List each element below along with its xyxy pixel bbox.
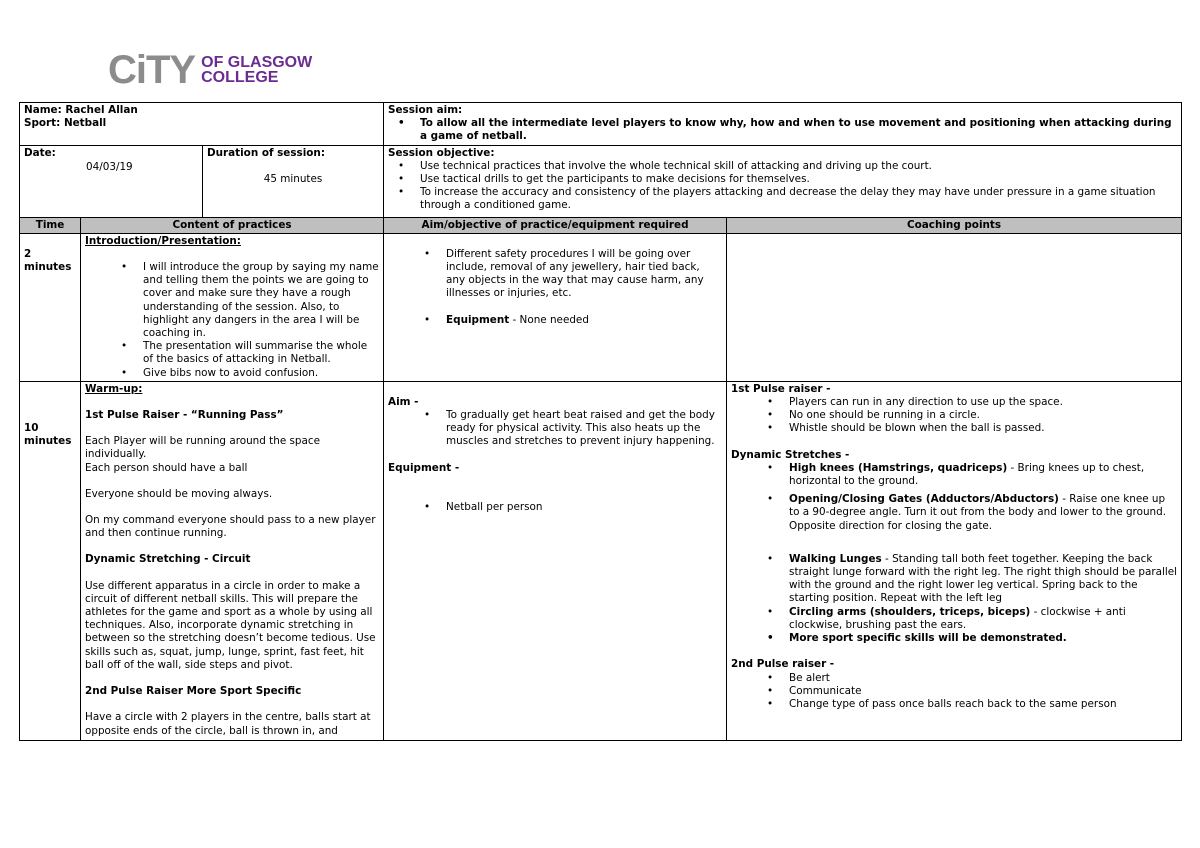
pulse-raiser-1-title: 1st Pulse Raiser - “Running Pass” xyxy=(85,409,284,422)
col-header-time: Time xyxy=(20,217,81,233)
pulse-raiser-2-title: 2nd Pulse Raiser More Sport Specific xyxy=(85,685,302,698)
cp-pulse2-item: • Communicate xyxy=(789,685,1177,698)
date-label: Date: xyxy=(24,146,56,159)
intro-row xyxy=(20,233,1182,381)
date-cell xyxy=(20,145,203,217)
objective-item: • Use tactical drills to get the participants to make decisions for themselves. xyxy=(420,173,1177,186)
cp-arms-text: - clockwise + anti clockwise, brushing past the ears. xyxy=(789,605,1126,631)
cp-dynamic-item xyxy=(789,553,1177,606)
warmup-time-cell xyxy=(20,381,81,740)
cp-pulse1-item: • No one should be running in a circle. xyxy=(789,409,1177,422)
warmup-heading: Warm-up: xyxy=(85,382,143,395)
intro-time-number: 2 xyxy=(24,247,32,260)
duration-value: 45 minutes xyxy=(263,172,323,185)
college-logo xyxy=(108,48,313,92)
intro-equipment-label: Equipment xyxy=(446,313,510,326)
logo-subtext xyxy=(201,55,312,85)
logo-line2: COLLEGE xyxy=(201,69,279,86)
warmup-equipment-item: • Netball per person xyxy=(446,501,722,514)
name-value: Rachel Allan xyxy=(65,104,138,116)
cp-pulse2-item: • Be alert xyxy=(789,672,1177,685)
objective-item: • Use technical practices that involve the whole technical skill of attacking and driving up the court. xyxy=(420,160,1177,173)
cp-dynamic-item xyxy=(789,493,1177,533)
session-aim-label: Session aim: xyxy=(388,104,463,116)
warmup-text: Have a circle with 2 players in the centre, balls start at opposite ends of the circle, ball is thrown in, and xyxy=(85,711,371,737)
cp-arms-bold: Circling arms (shoulders, triceps, biceps) xyxy=(789,605,1031,618)
cp-pulse1-item: • Whistle should be blown when the ball is passed. xyxy=(789,422,1177,435)
col-header-content: Content of practices xyxy=(81,217,384,233)
warmup-aim-bullet: • To gradually get heart beat raised and get the body ready for physical activity. This also heats up the muscles and stretches to prevent injury happening. xyxy=(446,409,722,449)
cp-dynamic-item xyxy=(789,462,1177,488)
duration-label: Duration of session: xyxy=(207,146,325,159)
cp-pulse2-title: 2nd Pulse raiser - xyxy=(731,658,835,671)
warmup-text: Use different apparatus in a circle in order to make a circuit of different netball skills. This will prepare the athletes for the game and sport as a whole by using all techniques. Also, incorporate dynamic stretching in between so the stretching doesn’t become tedious. Use skills such as, squat, jump, lunge, sprint, fast feet, hit ball off of the wall, side steps and pivot. xyxy=(85,579,376,671)
cp-dynamic-title: Dynamic Stretches - xyxy=(731,448,850,461)
warmup-row xyxy=(20,381,1182,740)
warmup-coaching-cell xyxy=(727,381,1182,740)
cp-dynamic-item: • More sport specific skills will be demonstrated. xyxy=(789,632,1177,645)
logo-line1: OF GLASGOW xyxy=(201,54,313,71)
warmup-text: Each person should have a ball xyxy=(85,461,248,474)
dynamic-stretching-title: Dynamic Stretching - Circuit xyxy=(85,553,251,566)
cp-pulse2-item: • Change type of pass once balls reach back to the same person xyxy=(789,698,1177,711)
intro-bullet: • Give bibs now to avoid confusion. xyxy=(143,367,379,380)
sport-label: Sport: xyxy=(24,117,61,130)
name-label: Name: xyxy=(24,104,62,116)
cp-pulse1-item: • Players can run in any direction to use up the space. xyxy=(789,396,1177,409)
intro-bullet: • The presentation will summarise the whole of the basics of attacking in Netball. xyxy=(143,340,379,366)
intro-time-unit: minutes xyxy=(24,261,72,274)
intro-bullet: • I will introduce the group by saying my name and telling them the points we are going to cover and make sure they have a rough understanding of the session. Also, to highlight any dangers in the area I will be coaching in. xyxy=(143,261,379,340)
session-aim-cell xyxy=(384,103,1182,146)
intro-heading: Introduction/Presentation: xyxy=(85,234,241,247)
session-plan-table xyxy=(19,102,1182,741)
name-sport-cell xyxy=(20,103,384,146)
date-row xyxy=(20,145,1182,217)
warmup-aim-label: Aim - xyxy=(388,395,419,408)
session-objective-label: Session objective: xyxy=(388,146,495,159)
session-objective-cell xyxy=(384,145,1182,217)
cp-dynamic-item xyxy=(789,606,1177,632)
cp-lunges-bold: Walking Lunges xyxy=(789,552,882,565)
col-header-coaching: Coaching points xyxy=(727,217,1182,233)
cp-gates-text: - Raise one knee up to a 90-degree angle. Turn it out from the body and lower to the ground. Opposite direction for closing the gate. xyxy=(789,493,1167,532)
objective-item: • To increase the accuracy and consistency of the players attacking and decrease the delay they may have under pressure in a game situation through a conditioned game. xyxy=(420,186,1177,212)
intro-aim-cell xyxy=(384,233,727,381)
cp-gates-bold: Opening/Closing Gates (Adductors/Abductors) xyxy=(789,493,1059,506)
warmup-content-cell xyxy=(81,381,384,740)
intro-equipment-item xyxy=(446,314,722,327)
date-value: 04/03/19 xyxy=(86,160,133,173)
warmup-text: On my command everyone should pass to a new player and then continue running. xyxy=(85,514,376,540)
warmup-time-unit: minutes xyxy=(24,435,72,448)
session-info-row xyxy=(20,103,1182,146)
warmup-text: Everyone should be moving always. xyxy=(85,487,273,500)
intro-coaching-cell xyxy=(727,233,1182,381)
warmup-aim-cell xyxy=(384,381,727,740)
warmup-text: Each Player will be running around the space individually. xyxy=(85,435,320,461)
cp-lunges-text: - Standing tall both feet together. Keeping the back straight lunge forward with the right leg. The right thigh should be parallel with the ground and the right lower leg vertical. Spring back to the starting position. Repeat with the left leg xyxy=(789,552,1178,605)
cp-knees-bold: High knees (Hamstrings, quadriceps) xyxy=(789,461,1008,474)
intro-aim-bullet: • Different safety procedures I will be going over include, removal of any jewellery, hair tied back, any objects in the way that may cause harm, any illnesses or injuries, etc. xyxy=(446,248,722,301)
cp-knees-text: - Bring knees up to chest, horizontal to the ground. xyxy=(789,461,1145,488)
cp-pulse1-title: 1st Pulse raiser - xyxy=(731,382,831,395)
intro-equipment-text: - None needed xyxy=(509,313,589,326)
session-aim-text: • To allow all the intermediate level players to know why, how and when to use movement and positioning when attacking during a game of netball. xyxy=(420,117,1177,143)
col-header-aim: Aim/objective of practice/equipment required xyxy=(384,217,727,233)
warmup-equipment-label: Equipment - xyxy=(388,461,460,474)
warmup-time-number: 10 xyxy=(24,421,39,434)
duration-cell xyxy=(203,145,384,217)
sport-value: Netball xyxy=(63,117,107,130)
intro-time-cell xyxy=(20,233,81,381)
intro-content-cell xyxy=(81,233,384,381)
column-header-row xyxy=(20,217,1182,233)
logo-city-text: CiTY xyxy=(108,48,196,92)
